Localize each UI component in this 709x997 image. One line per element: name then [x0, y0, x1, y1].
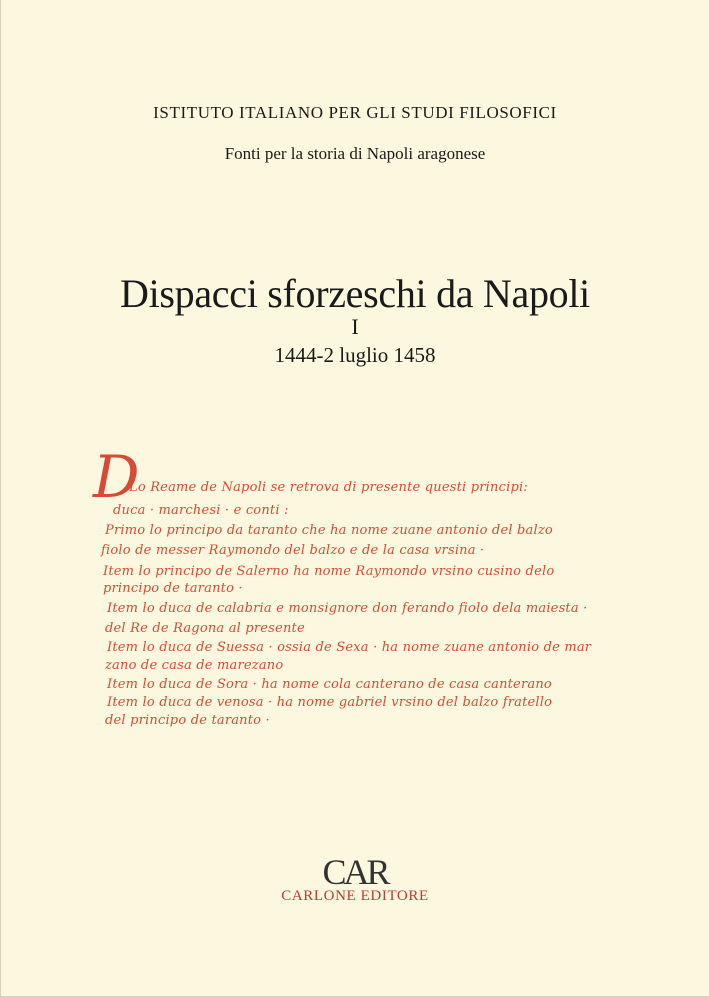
manuscript-line: Item lo duca de Sora · ha nome cola canterano de casa canterano — [107, 677, 552, 692]
manuscript-line: zano de casa de marezano — [105, 658, 284, 673]
publisher-logo: CAR — [322, 852, 388, 892]
manuscript-excerpt — [93, 443, 613, 733]
manuscript-line: del principo de taranto · — [105, 713, 270, 728]
manuscript-line: Item lo duca de venosa · ha nome gabriel vrsino del balzo fratello — [107, 695, 553, 710]
manuscript-line: principo de taranto · — [103, 581, 243, 596]
volume-number: I — [351, 314, 359, 339]
manuscript-line: fiolo de messer Raymondo del balzo e de la casa vrsina · — [101, 543, 485, 558]
manuscript-initial: D — [93, 443, 140, 511]
manuscript-line: Item lo principo de Salerno ha nome Raymondo vrsino cusino delo — [103, 564, 555, 579]
manuscript-line: Item lo duca de calabria e monsignore don ferando fiolo dela maiesta · — [107, 601, 588, 616]
date-range: 1444-2 luglio 1458 — [274, 343, 436, 367]
manuscript-line: duca · marchesi · e conti : — [113, 503, 289, 518]
institute-name: ISTITUTO ITALIANO PER GLI STUDI FILOSOFICI — [153, 103, 557, 122]
manuscript-line: Primo lo principo da taranto che ha nome zuane antonio del balzo — [105, 523, 553, 538]
manuscript-line: Item lo duca de Suessa · ossia de Sexa · ha nome zuane antonio de mar — [107, 640, 592, 655]
book-title: Dispacci sforzeschi da Napoli — [119, 271, 590, 316]
manuscript-line: del Re de Ragona al presente — [105, 621, 305, 636]
publisher-name: CARLONE EDITORE — [281, 888, 429, 904]
series-title: Fonti per la storia di Napoli aragonese — [224, 144, 486, 163]
manuscript-line: Lo Reame de Napoli se retrova di presente questi principi: — [129, 480, 528, 495]
